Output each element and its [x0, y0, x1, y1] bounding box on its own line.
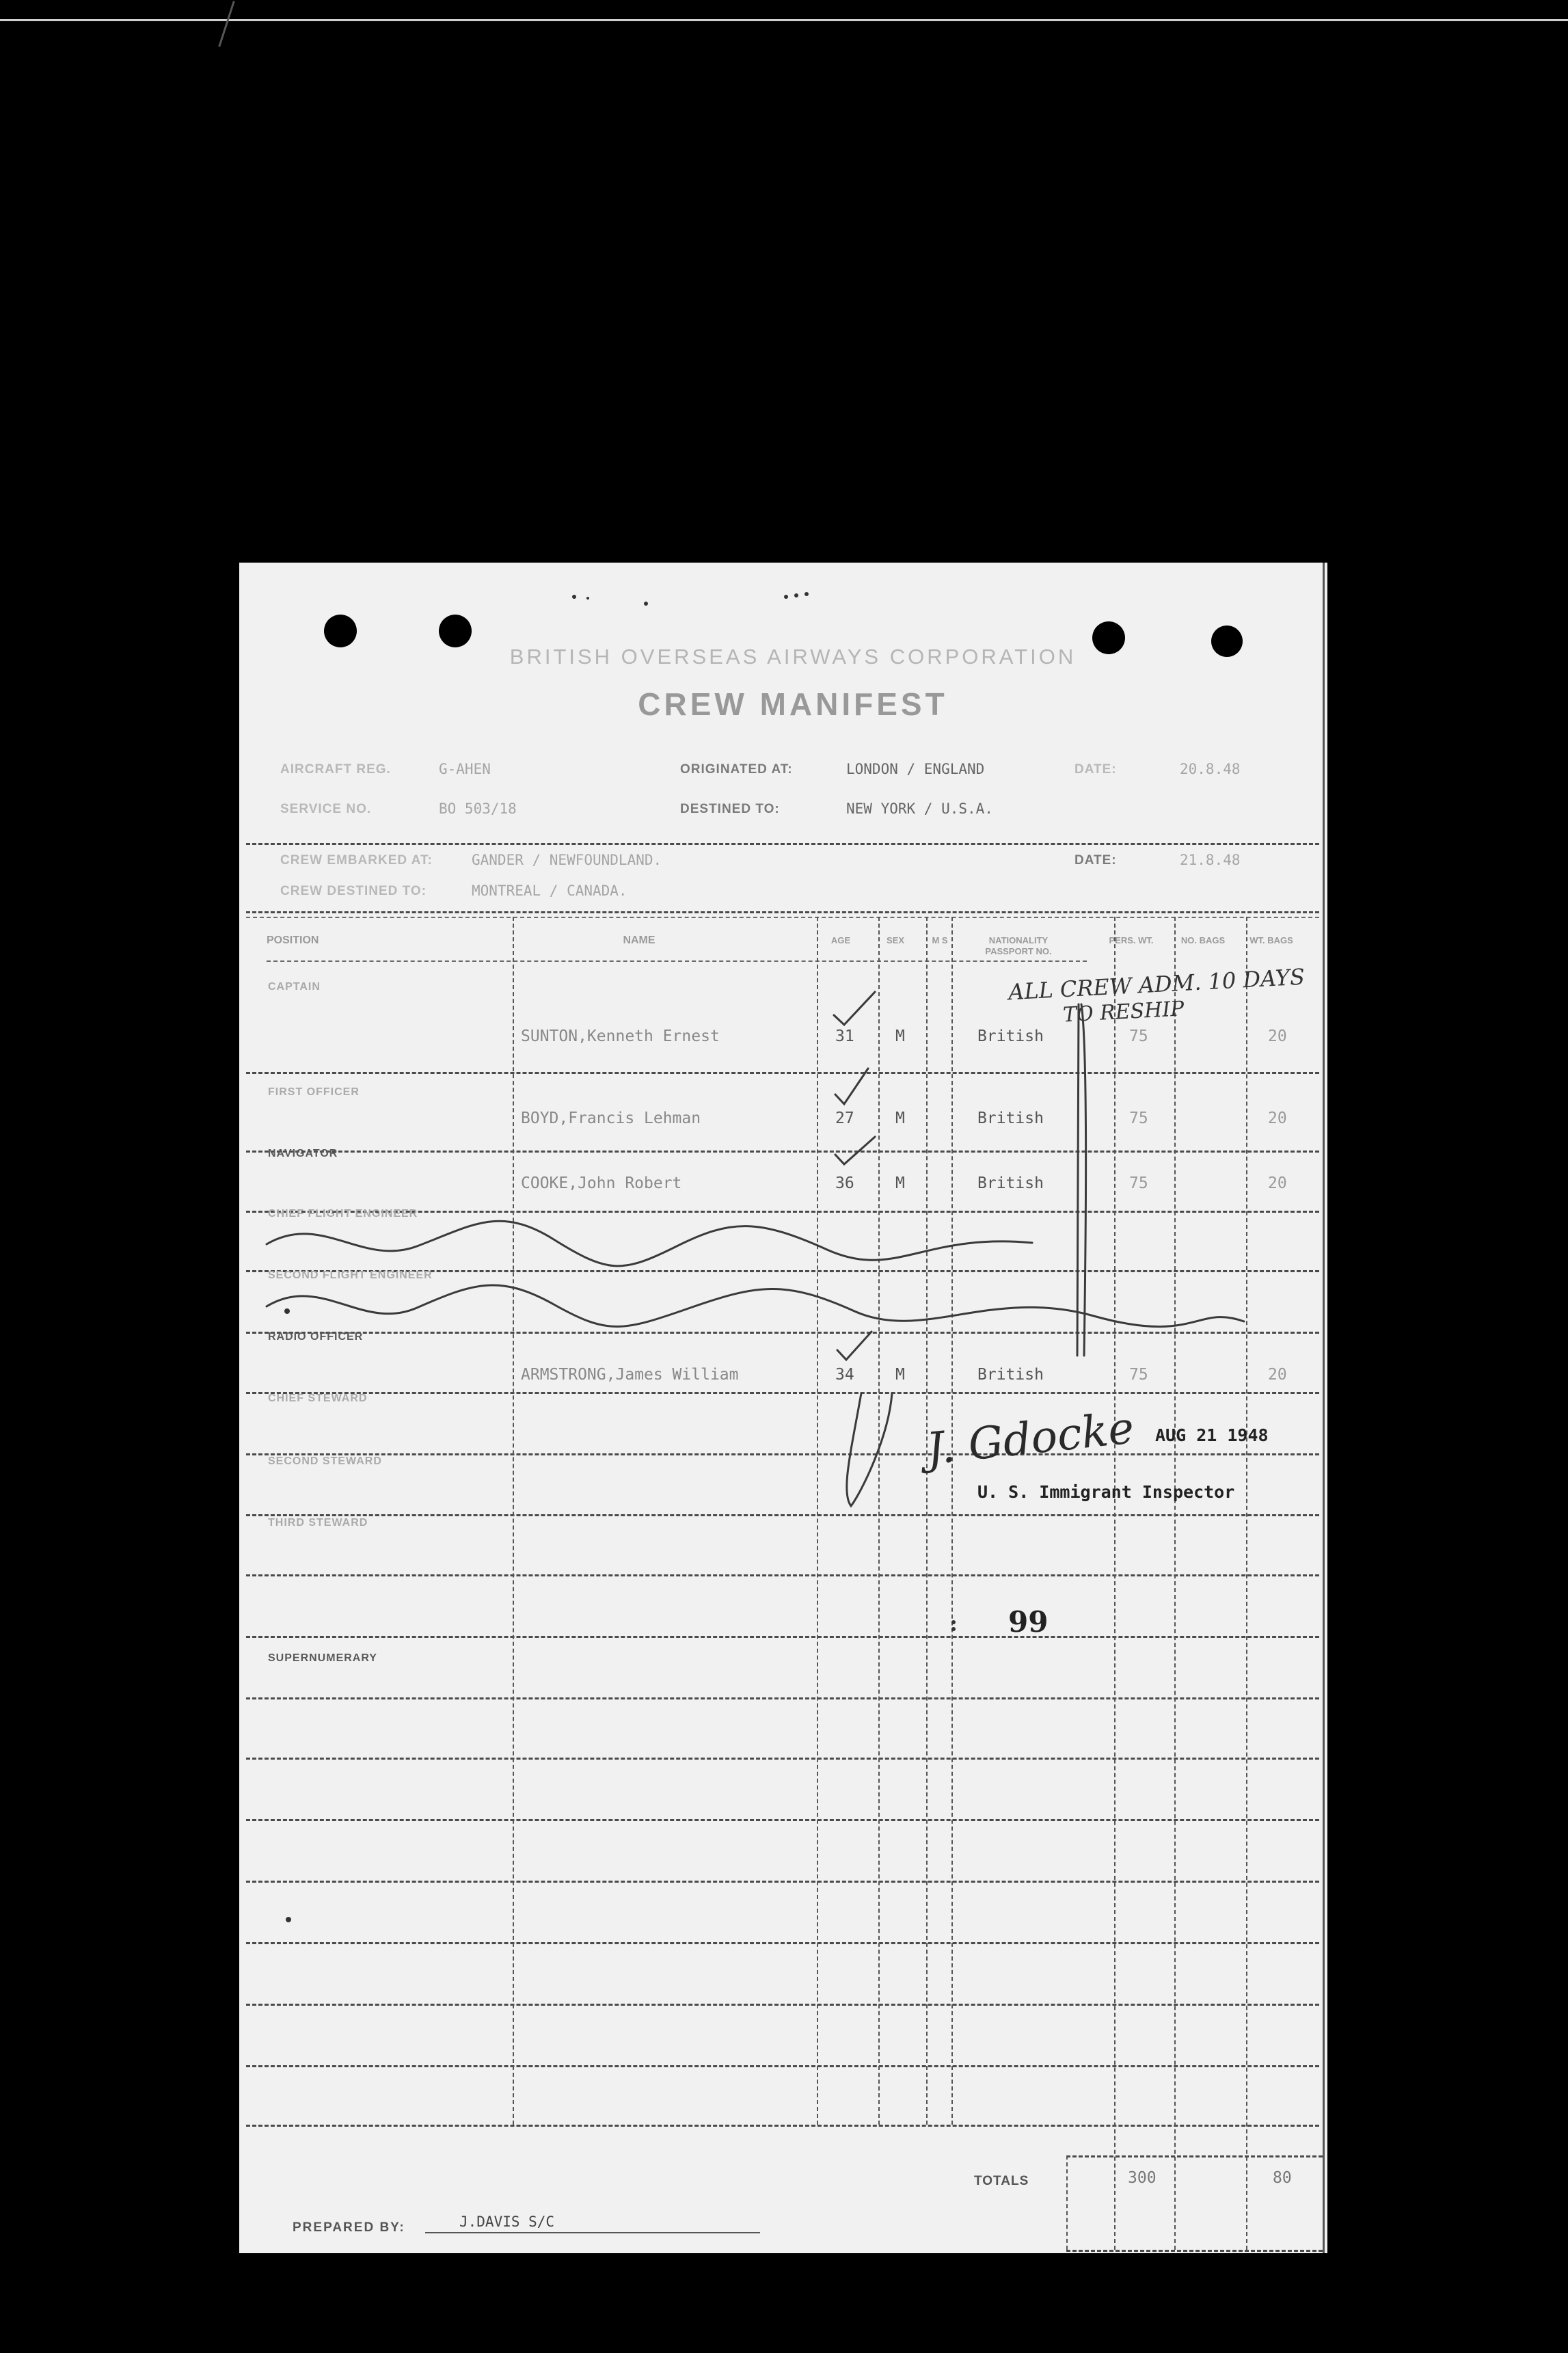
date-value: 20.8.48 — [1180, 761, 1241, 777]
crew-name: COOKE,John Robert — [521, 1174, 682, 1192]
col-header-position: POSITION — [267, 935, 319, 946]
totals-box-line — [1066, 2155, 1068, 2250]
crew-age: 27 — [835, 1110, 854, 1127]
crew-destined-value: MONTREAL / CANADA. — [472, 883, 627, 899]
ink-dot — [284, 1308, 290, 1314]
ink-dot — [586, 597, 589, 600]
sheet-edge — [1323, 563, 1325, 2253]
service-no-label: SERVICE NO. — [280, 802, 372, 816]
column-line — [1246, 917, 1247, 2250]
position-label: THIRD STEWARD — [268, 1517, 368, 1529]
crew-name: SUNTON,Kenneth Ernest — [521, 1027, 720, 1045]
position-label: SECOND FLIGHT ENGINEER — [268, 1269, 433, 1281]
crew-nationality: British — [977, 1366, 1044, 1384]
crew-sex: M — [895, 1110, 905, 1127]
row-line — [267, 960, 1087, 962]
crew-age: 34 — [835, 1366, 854, 1384]
totals-line — [1066, 2250, 1323, 2252]
row-line — [246, 1758, 1319, 1760]
crew-nationality: British — [977, 1027, 1044, 1045]
check-mark — [837, 1332, 871, 1360]
prepared-by-label: PREPARED BY: — [293, 2220, 405, 2235]
position-label: NAVIGATOR — [268, 1148, 338, 1159]
service-no-value: BO 503/18 — [439, 801, 517, 817]
row-line — [246, 1151, 1319, 1153]
originated-label: ORIGINATED AT: — [680, 762, 793, 777]
divider — [246, 917, 1319, 918]
row-line — [246, 1881, 1319, 1883]
position-label: RADIO OFFICER — [268, 1331, 364, 1343]
position-label: SECOND STEWARD — [268, 1455, 382, 1467]
column-line — [1114, 917, 1116, 2250]
column-line — [878, 917, 880, 2125]
row-line — [246, 1697, 1319, 1699]
col-header-sex: SEX — [886, 935, 904, 945]
punch-hole — [439, 615, 472, 647]
col-header-no-bags: NO. BAGS — [1180, 935, 1226, 945]
crew-nationality: British — [977, 1174, 1044, 1192]
ink-dot — [572, 595, 576, 599]
position-label: CAPTAIN — [268, 981, 321, 993]
row-line — [246, 1942, 1319, 1944]
prepared-by-line — [425, 2232, 760, 2233]
embarked-date-label: DATE: — [1074, 853, 1117, 868]
crew-pers-wt: 75 — [1129, 1366, 1148, 1384]
col-header-ms: M S — [932, 935, 948, 945]
row-line — [246, 1574, 1319, 1576]
crew-name: BOYD,Francis Lehman — [521, 1110, 701, 1127]
row-line — [246, 1332, 1319, 1334]
inspector-signature: J. Gdocke — [923, 1403, 1137, 1475]
col-header-name: NAME — [623, 935, 655, 946]
crew-nationality: British — [977, 1110, 1044, 1127]
handwritten-note: ALL CREW ADM. 10 DAYS — [1008, 963, 1306, 1006]
embarked-value: GANDER / NEWFOUNDLAND. — [472, 852, 662, 868]
divider — [246, 843, 1319, 845]
position-label: SUPERNUMERARY — [268, 1652, 377, 1664]
ink-dot — [644, 602, 648, 606]
position-label: CHIEF FLIGHT ENGINEER — [268, 1208, 418, 1220]
handwritten-marks — [239, 563, 1327, 2253]
col-header-wt-bags: WT. BAGS — [1249, 935, 1293, 945]
crew-age: 36 — [835, 1174, 854, 1192]
organization-name: BRITISH OVERSEAS AIRWAYS CORPORATION — [509, 645, 1077, 669]
row-line — [246, 1636, 1319, 1638]
inspection-date-stamp: AUG 21 1948 — [1155, 1425, 1269, 1445]
strike-through-line — [267, 1221, 1032, 1266]
row-line — [246, 1392, 1319, 1394]
crew-destined-label: CREW DESTINED TO: — [280, 884, 427, 898]
strike-through-line — [267, 1285, 1244, 1327]
row-line — [246, 1453, 1319, 1455]
row-line — [246, 2065, 1319, 2067]
column-line — [513, 917, 514, 2125]
column-line — [817, 917, 818, 2125]
punch-hole — [1211, 626, 1243, 657]
column-line — [1174, 917, 1176, 2250]
bracket-line — [1081, 1004, 1086, 1356]
signature-flourish — [847, 1393, 892, 1506]
aircraft-reg-value: G-AHEN — [439, 761, 491, 777]
check-mark — [834, 992, 875, 1025]
crew-pers-wt: 75 — [1129, 1174, 1148, 1192]
col-header-age: AGE — [830, 935, 851, 945]
column-line — [926, 917, 928, 2125]
date-label: DATE: — [1074, 762, 1117, 777]
total-wt-bags: 80 — [1273, 2169, 1292, 2187]
ink-dot — [286, 1917, 291, 1922]
row-line — [246, 2125, 1319, 2127]
crew-sex: M — [895, 1174, 905, 1192]
total-pers-wt: 300 — [1128, 2169, 1157, 2187]
row-line — [246, 1819, 1319, 1821]
scan-top-edge-line — [0, 19, 1568, 21]
prepared-by-value: J.DAVIS S/C — [459, 2214, 555, 2230]
inspector-title-stamp: U. S. Immigrant Inspector — [977, 1482, 1235, 1502]
crew-wt-bags: 20 — [1268, 1174, 1287, 1192]
divider — [246, 911, 1319, 913]
totals-label: TOTALS — [974, 2174, 1029, 2188]
destined-value: NEW YORK / U.S.A. — [846, 801, 993, 817]
aircraft-reg-label: AIRCRAFT REG. — [280, 762, 391, 777]
crew-sex: M — [895, 1027, 905, 1045]
row-line — [246, 2004, 1319, 2006]
document-title: CREW MANIFEST — [638, 686, 948, 722]
column-line — [951, 917, 953, 2125]
row-line — [246, 1514, 1319, 1516]
totals-line — [1066, 2155, 1323, 2157]
crew-name: ARMSTRONG,James William — [521, 1366, 739, 1384]
position-label: CHIEF STEWARD — [268, 1393, 368, 1404]
ink-dot — [784, 595, 788, 599]
destined-label: DESTINED TO: — [680, 802, 780, 816]
embarked-date-value: 21.8.48 — [1180, 852, 1241, 868]
crew-pers-wt: 75 — [1129, 1110, 1148, 1127]
col-header-nationality: NATIONALITY PASSPORT NO. — [985, 935, 1052, 956]
ink-dot — [794, 593, 798, 597]
crew-wt-bags: 20 — [1268, 1110, 1287, 1127]
scan-mark — [218, 1, 234, 47]
embarked-label: CREW EMBARKED AT: — [280, 853, 433, 868]
crew-age: 31 — [835, 1027, 854, 1045]
ink-dot — [805, 592, 809, 596]
position-label: FIRST OFFICER — [268, 1086, 360, 1098]
row-line — [246, 1072, 1319, 1074]
crew-sex: M — [895, 1366, 905, 1384]
crew-wt-bags: 20 — [1268, 1027, 1287, 1045]
crew-manifest-sheet — [239, 563, 1327, 2253]
manifest-number: 99 — [1008, 1605, 1049, 1639]
crew-wt-bags: 20 — [1268, 1366, 1287, 1384]
punch-hole — [324, 615, 357, 647]
col-header-pers-wt: PERS. WT. — [1109, 935, 1154, 945]
crew-pers-wt: 75 — [1129, 1027, 1148, 1045]
bracket-line — [1077, 1004, 1079, 1356]
handwritten-note: TO RESHIP — [1062, 997, 1185, 1027]
originated-value: LONDON / ENGLAND — [846, 761, 985, 777]
